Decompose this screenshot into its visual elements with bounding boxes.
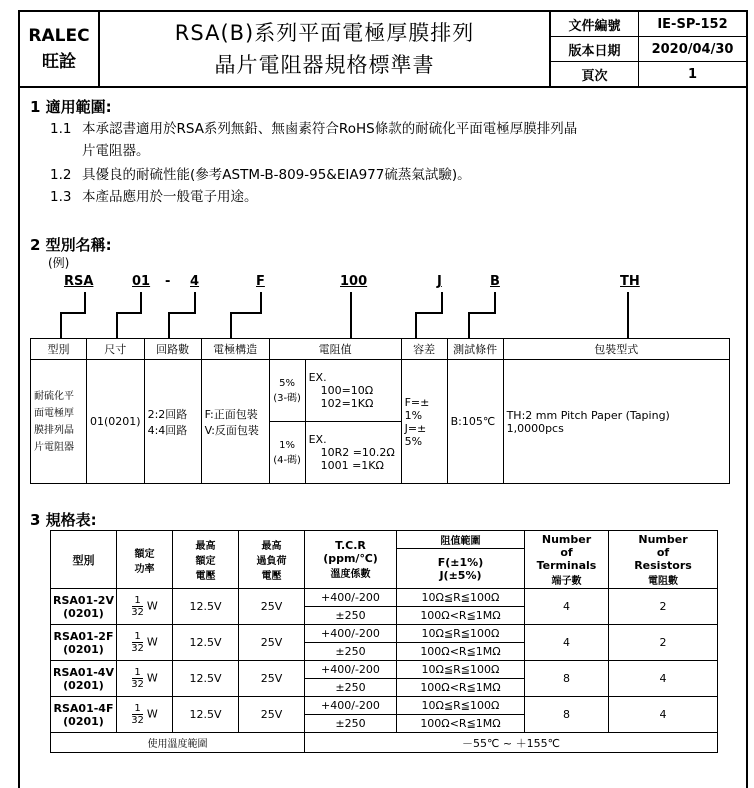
code-tolerance: J (437, 274, 442, 289)
scope-item-2-text: 具優良的耐硫性能(參考ASTM-B-809-95&EIA977硫蒸氣試驗)。 (82, 167, 471, 183)
page-label: 頁次 (551, 62, 639, 86)
spec-terminals: 4 (525, 589, 609, 625)
model-code: RSA01-2F (53, 629, 114, 643)
ex-5-line-2: 102=1KΩ (320, 397, 374, 410)
spec-overload-voltage: 25V (239, 661, 305, 697)
th-overload-3: 電壓 (261, 571, 282, 582)
ex-1-line-2: 1001 =1KΩ (320, 459, 384, 472)
scope-item-2 (50, 164, 471, 186)
th-rated-voltage (173, 531, 239, 589)
circuit-4: 4:4回路 (147, 423, 188, 437)
type-desc-4: 片電阻器 (34, 441, 74, 453)
ex-label-5: EX. (308, 371, 327, 384)
brand-name-zh: 旺詮 (42, 52, 76, 72)
th-terminals-2: of (560, 545, 573, 559)
spec-row (51, 661, 718, 679)
document-title (100, 12, 551, 86)
spec-power (117, 661, 173, 697)
scope-item-3 (50, 186, 258, 208)
th-rated-1: 最高 (195, 541, 216, 552)
code-rsa: RSA (64, 274, 94, 289)
power-denominator: 32 (131, 607, 144, 618)
code-circuits: 4 (190, 274, 200, 289)
brand-logo (20, 12, 100, 86)
power-numerator: 1 (134, 595, 141, 606)
spec-rated-voltage: 12.5V (173, 661, 239, 697)
cell-packing: TH:2 mm Pitch Paper (Taping) 1,0000pcs (503, 360, 729, 484)
power-fraction (131, 703, 144, 726)
spec-row (51, 589, 718, 607)
type-desc-2: 面電極厚 (34, 407, 74, 419)
spec-range-2: 100Ω<R≦1MΩ (397, 643, 525, 661)
spec-tcr-1: +400/-200 (305, 661, 397, 679)
model-size: (0201) (63, 606, 104, 620)
spec-range-1: 10Ω≦R≦100Ω (397, 625, 525, 643)
connector-packing (627, 292, 629, 338)
spec-overload-voltage: 25V (239, 589, 305, 625)
spec-range-2: 100Ω<R≦1MΩ (397, 715, 525, 733)
col-size: 尺寸 (87, 339, 145, 360)
spec-overload-voltage: 25V (239, 625, 305, 661)
code-resistance: 100 (340, 274, 368, 289)
spec-range-1: 10Ω≦R≦100Ω (397, 697, 525, 715)
th-overload-voltage (239, 531, 305, 589)
th-tcr-2: (ppm/℃) (323, 552, 378, 565)
spec-terminals: 8 (525, 697, 609, 733)
connector-tolerance-stem (441, 292, 443, 314)
connector-type-stem (84, 292, 86, 314)
spec-power (117, 589, 173, 625)
power-numerator: 1 (134, 667, 141, 678)
res-5pct: 5% (279, 377, 296, 389)
spec-model (51, 697, 117, 733)
cell-res-1pct (269, 422, 305, 484)
power-unit: W (146, 671, 158, 685)
spec-tcr-2: ±250 (305, 715, 397, 733)
th-rated-2: 額定 (195, 556, 216, 567)
spec-model (51, 625, 117, 661)
spec-tcr-2: ±250 (305, 679, 397, 697)
spec-tcr-2: ±250 (305, 607, 397, 625)
spec-table (50, 530, 718, 753)
section-2-title: 2 型別名稱: (30, 236, 112, 254)
ex-label-1: EX. (308, 433, 327, 446)
th-range-title: 阻值範圍 (397, 531, 525, 549)
th-range-f: F(±1%) (437, 555, 484, 569)
spec-rated-voltage: 12.5V (173, 589, 239, 625)
th-terminals-3: Terminals (536, 558, 597, 572)
spec-overload-voltage: 25V (239, 697, 305, 733)
brand-name-en: RALEC (28, 26, 90, 46)
power-denominator: 32 (131, 679, 144, 690)
col-electrode: 電極構造 (201, 339, 269, 360)
th-overload-1: 最高 (261, 541, 282, 552)
cell-res-5pct (269, 360, 305, 422)
page-value: 1 (687, 66, 698, 82)
ex-1-line-1: 10R2 =10.2Ω (320, 446, 395, 459)
res-1pct: 1% (279, 439, 296, 451)
spec-terminals: 8 (525, 661, 609, 697)
doc-no-value: IE-SP-152 (639, 12, 746, 37)
scope-item-1-cont: 片電阻器。 (82, 143, 150, 159)
section-1-title: 1 適用範圍: (30, 98, 112, 116)
spec-row (51, 697, 718, 715)
section-3-title: 3 規格表: (30, 511, 97, 529)
th-range-sub (397, 549, 525, 589)
spec-range-1: 10Ω≦R≦100Ω (397, 661, 525, 679)
connector-size-stem (140, 292, 142, 314)
spec-power (117, 625, 173, 661)
th-power (117, 531, 173, 589)
spec-tcr-1: +400/-200 (305, 589, 397, 607)
spec-range-1: 10Ω≦R≦100Ω (397, 589, 525, 607)
model-code: RSA01-4F (53, 701, 114, 715)
power-numerator: 1 (134, 703, 141, 714)
temp-range-label: 使用溫度範圍 (51, 733, 305, 753)
title-line-1: RSA(B)系列平面電極厚膜排列 (174, 21, 475, 45)
code-test: B (490, 274, 500, 289)
cell-electrode (201, 360, 269, 484)
connector-resistance (350, 292, 352, 338)
th-resistors-3: Resistors (634, 558, 692, 572)
spec-range-2: 100Ω<R≦1MΩ (397, 607, 525, 625)
connector-size (116, 312, 140, 338)
code-size: 01 (132, 274, 151, 289)
model-size: (0201) (63, 714, 104, 728)
scope-item-2-num: 1.2 (50, 167, 72, 183)
spec-rated-voltage: 12.5V (173, 697, 239, 733)
code-dash: - (165, 274, 171, 289)
tolerance-j: J=± 5% (404, 421, 427, 448)
power-denominator: 32 (131, 715, 144, 726)
cell-tolerance (401, 360, 447, 484)
power-numerator: 1 (134, 631, 141, 642)
connector-electrode-stem (260, 292, 262, 314)
power-unit: W (146, 707, 158, 721)
spec-tcr-1: +400/-200 (305, 625, 397, 643)
type-desc-3: 膜排列晶 (34, 424, 74, 436)
connector-test-stem (494, 292, 496, 314)
th-resistors-1: Number (638, 532, 688, 546)
model-code: RSA01-4V (53, 665, 114, 679)
spec-resistors: 4 (609, 661, 718, 697)
power-unit: W (146, 599, 158, 613)
cell-type-desc (31, 360, 87, 484)
ex-5-line-1: 100=10Ω (320, 384, 374, 397)
electrode-f: F:正面包裝 (204, 407, 258, 421)
spec-range-2: 100Ω<R≦1MΩ (397, 679, 525, 697)
connector-electrode (230, 312, 260, 338)
tolerance-f: F=± 1% (404, 395, 430, 422)
col-test: 測試條件 (447, 339, 503, 360)
code-packing: TH (620, 274, 640, 289)
col-type: 型別 (31, 339, 87, 360)
spec-resistors: 4 (609, 697, 718, 733)
cell-res-5pct-example (305, 360, 401, 422)
th-resistors-2: of (656, 545, 670, 559)
cell-circuits (144, 360, 201, 484)
title-line-2: 晶片電阻器規格標準書 (214, 53, 435, 77)
th-type: 型別 (51, 531, 117, 589)
th-resistors-4: 電阻數 (648, 575, 678, 587)
th-tcr (305, 531, 397, 589)
col-tolerance: 容差 (401, 339, 447, 360)
power-unit: W (146, 635, 158, 649)
spec-tcr-1: +400/-200 (305, 697, 397, 715)
circuit-2: 2:2回路 (147, 407, 188, 421)
th-power-2: 功率 (134, 563, 155, 575)
power-denominator: 32 (131, 643, 144, 654)
cell-test: B:105℃ (447, 360, 503, 484)
th-terminals-1: Number (541, 532, 592, 546)
spec-row (51, 625, 718, 643)
scope-item-1-num: 1.1 (50, 121, 72, 137)
th-tcr-3: 溫度係數 (330, 569, 371, 580)
col-circuits: 回路數 (144, 339, 201, 360)
document-header (18, 10, 748, 88)
cell-res-1pct-example (305, 422, 401, 484)
scope-item-1-text: 本承認書適用於RSA系列無鉛、無鹵素符合RoHS條款的耐硫化平面電極厚膜排列晶 (82, 121, 578, 137)
electrode-v: V:反面包裝 (204, 423, 259, 437)
th-resistors (609, 531, 718, 589)
spec-resistors: 2 (609, 589, 718, 625)
res-5pct-digits: (3-碼) (273, 392, 301, 404)
th-rated-3: 電壓 (195, 571, 216, 582)
spec-model (51, 589, 117, 625)
th-tcr-1: T.C.R (335, 539, 366, 552)
model-code-table (30, 338, 730, 484)
connector-test (468, 312, 494, 338)
col-resistance: 電阻值 (269, 339, 401, 360)
col-packing: 包裝型式 (503, 339, 729, 360)
spec-resistors: 2 (609, 625, 718, 661)
connector-circuits (168, 312, 194, 338)
th-power-1: 額定 (134, 548, 155, 560)
connector-circuits-stem (194, 292, 196, 314)
scope-item-1 (50, 118, 577, 140)
spec-tcr-2: ±250 (305, 643, 397, 661)
connector-tolerance (415, 312, 441, 338)
model-code: RSA01-2V (53, 593, 114, 607)
power-fraction (131, 595, 144, 618)
power-fraction (131, 667, 144, 690)
document-meta (551, 12, 746, 86)
scope-item-3-num: 1.3 (50, 189, 72, 205)
th-terminals (525, 531, 609, 589)
spec-terminals: 4 (525, 625, 609, 661)
temp-range-value: －55℃ ~ ＋155℃ (305, 733, 718, 753)
th-range-j: J(±5%) (439, 568, 482, 582)
scope-item-3-text: 本產品應用於一般電子用途。 (82, 189, 258, 205)
example-label: (例) (48, 256, 70, 270)
th-overload-2: 過負荷 (256, 556, 287, 567)
doc-no-label: 文件編號 (551, 12, 639, 37)
type-desc-1: 耐硫化平 (34, 390, 74, 402)
th-terminals-4: 端子數 (551, 575, 582, 587)
version-value: 2020/04/30 (639, 37, 746, 62)
cell-size: 01(0201) (87, 360, 145, 484)
spec-power (117, 697, 173, 733)
res-1pct-digits: (4-碼) (273, 454, 301, 466)
connector-type (60, 312, 84, 338)
model-size: (0201) (63, 678, 104, 692)
spec-model (51, 661, 117, 697)
model-size: (0201) (63, 642, 104, 656)
code-electrode: F (256, 274, 265, 289)
power-fraction (131, 631, 144, 654)
spec-rated-voltage: 12.5V (173, 625, 239, 661)
version-label: 版本日期 (551, 37, 639, 62)
